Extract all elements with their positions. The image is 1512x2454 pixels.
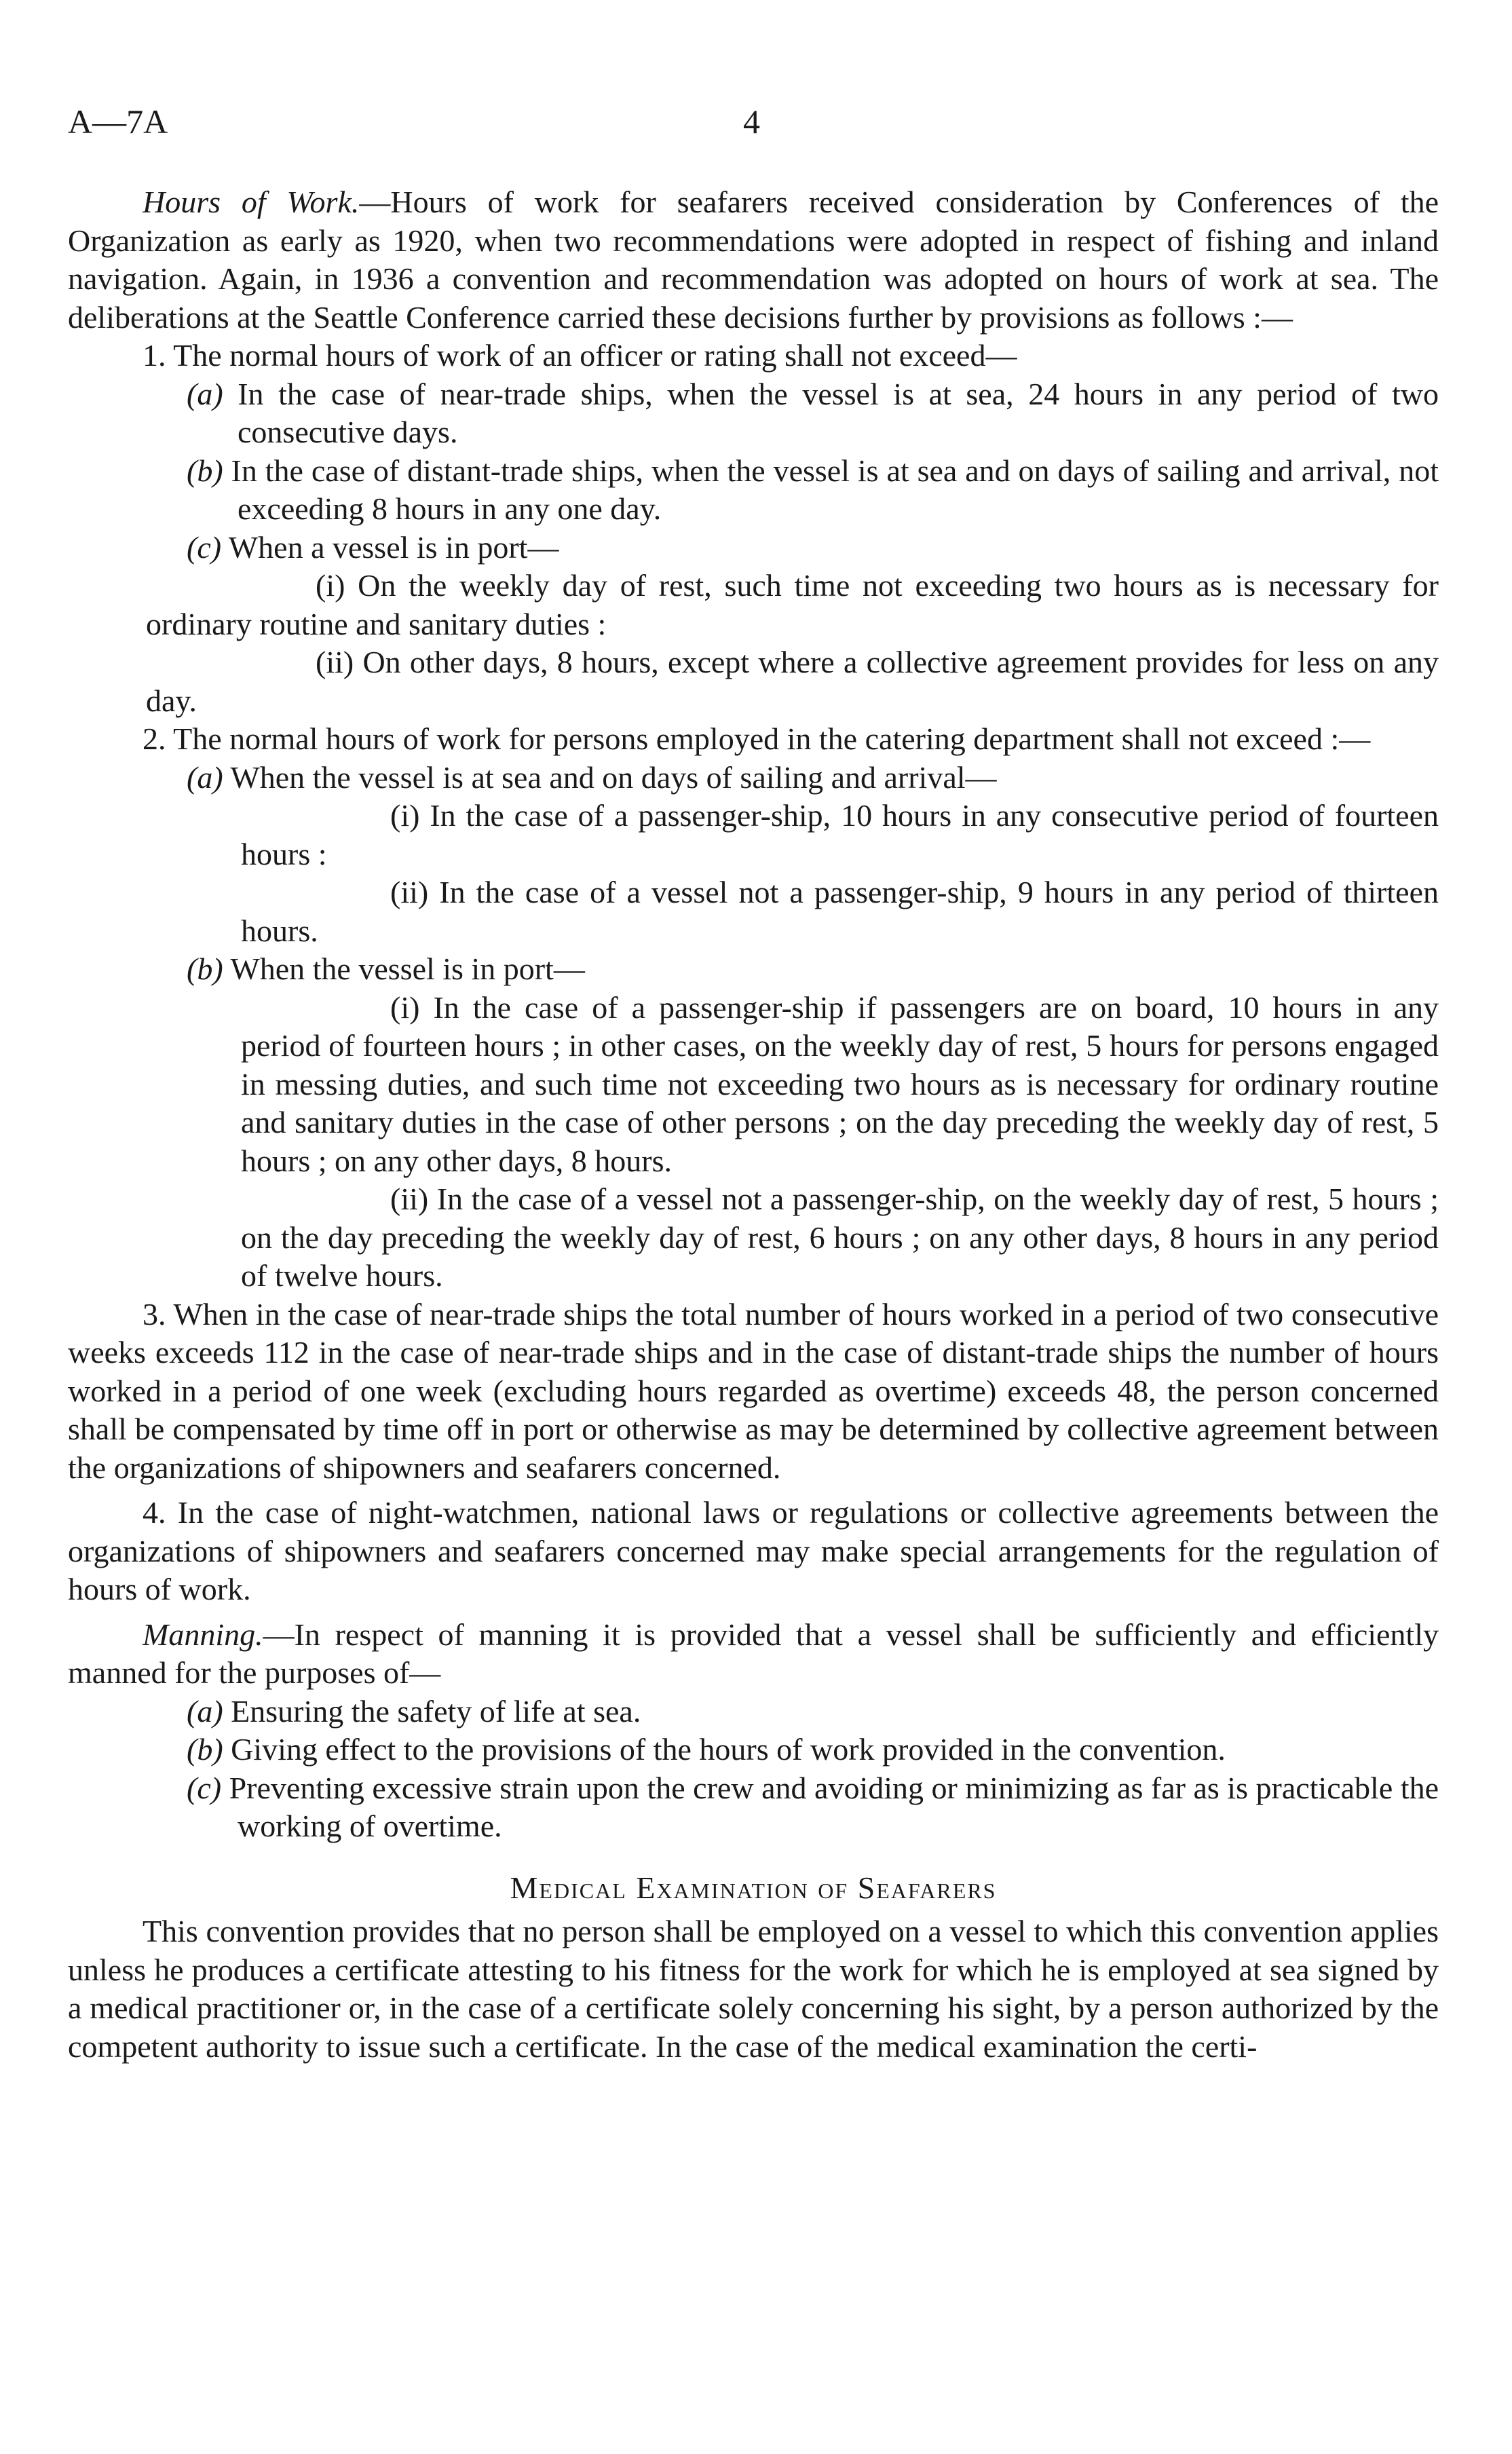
clause-1c-i: (i) On the weekly day of rest, such time not exceeding two hours as is necessary for ordinary routine and sanitary duties :: [146, 568, 1439, 641]
document-code: A—7A: [68, 102, 168, 140]
clause-2: 2. The normal hours of work for persons employed in the catering department shall not exceed :—: [143, 721, 1371, 756]
clause-1a-label: (a): [187, 376, 223, 411]
manning-a-text: Ensuring the safety of life at sea.: [231, 1693, 641, 1729]
clause-1a: [68, 375, 1439, 452]
clause-2a: [68, 759, 1439, 797]
manning-a-label: (a): [187, 1693, 223, 1729]
clause-1b: [68, 452, 1439, 529]
manning-b-label: (b): [187, 1732, 223, 1767]
manning-c-text: Preventing excessive strain upon the crew and avoiding or minimizing as far as is practicable the working of overtime.: [229, 1770, 1439, 1843]
clause-1c-text: When a vessel is in port—: [228, 529, 559, 565]
clause-2b: [68, 950, 1439, 989]
hours-of-work-intro-text: —Hours of work for seafarers received consideration by Conferences of the Organization as early as 1920, when two recommendations were adopted in respect of fishing and inland navigation. Again, in 1936 a convention and recommendation was adopted on hours of work at sea. The deliberations at the Seattle Conference carried these decisions further by provisions as follows :—: [68, 185, 1439, 335]
clause-1: 1. The normal hours of work of an officer or rating shall not exceed—: [143, 338, 1017, 373]
hours-of-work-intro: [68, 183, 1439, 337]
clause-1a-text: In the case of near-trade ships, when the vessel is at sea, 24 hours in any period of two consecutive days.: [238, 376, 1439, 449]
manning-c: [68, 1769, 1439, 1846]
clause-1c: [68, 529, 1439, 567]
clause-2b-text: When the vessel is in port—: [230, 951, 585, 986]
clause-1c-ii: (ii) On other days, 8 hours, except where a collective agreement provides for less on any day.: [146, 645, 1439, 718]
manning-a: [68, 1693, 1439, 1731]
clause-2a-ii: (ii) In the case of a vessel not a passenger-ship, 9 hours in any period of thirteen hours.: [241, 875, 1439, 948]
manning-b: [68, 1731, 1439, 1769]
clause-2a-i: (i) In the case of a passenger-ship, 10 hours in any consecutive period of fourteen hours :: [241, 798, 1439, 871]
clause-2b-label: (b): [187, 951, 223, 986]
clause-2b-ii: (ii) In the case of a vessel not a passenger-ship, on the weekly day of rest, 5 hours ; on the day preceding the weekly day of rest, 6 hours ; on any other days, 8 hours in any period of twelve hours.: [241, 1182, 1439, 1293]
clause-1c-label: (c): [187, 529, 222, 565]
clause-2b-i: (i) In the case of a passenger-ship if passengers are on board, 10 hours in any period of fourteen hours ; in other cases, on the weekly day of rest, 5 hours for persons engaged in messing duties, and such time not exceeding two hours as is necessary for ordinary routine and sanitary duties in the case of other persons ; on the day preceding the weekly day of rest, 5 hours ; on any other days, 8 hours.: [241, 989, 1439, 1178]
section-heading-medical-examination: Medical Examination of Seafarers: [510, 1870, 997, 1905]
medical-paragraph: This convention provides that no person shall be employed on a vessel to which this convention applies unless he produces a certificate attesting to his fitness for the work for which he is employed at sea signed by a medical practitioner or, in the case of a certificate solely concerning his sight, by a person authorized by the competent authority to issue such a certificate. In the case of the medical examination the certi-: [68, 1914, 1439, 2064]
manning-intro: [68, 1616, 1439, 1693]
clause-1b-text: In the case of distant-trade ships, when the vessel is at sea and on days of sailing and arrival, not exceeding 8 hours in any one day.: [231, 453, 1439, 526]
clause-2a-text: When the vessel is at sea and on days of sailing and arrival—: [230, 759, 997, 795]
manning-intro-text: —In respect of manning it is provided that a vessel shall be sufficiently and efficiently manned for the purposes of—: [68, 1617, 1439, 1690]
manning-b-text: Giving effect to the provisions of the hours of work provided in the convention.: [231, 1732, 1226, 1767]
manning-heading: Manning.: [143, 1617, 263, 1652]
clause-3: 3. When in the case of near-trade ships the total number of hours worked in a period of two consecutive weeks exceeds 112 in the case of near-trade ships and in the case of distant-trade ships the number of hours worked in a period of one week (excluding hours regarded as overtime) exceeds 48, the person concerned shall be compensated by time off in port or otherwise as may be determined by collective agreement between the organizations of shipowners and seafarers concerned.: [68, 1296, 1439, 1485]
page-number: 4: [743, 102, 760, 140]
clause-1b-label: (b): [187, 453, 223, 488]
clause-2a-label: (a): [187, 759, 223, 795]
clause-4: 4. In the case of night-watchmen, national laws or regulations or collective agreements between the organizations of shipowners and seafarers concerned may make special arrangements for the regulation of hours of work.: [68, 1495, 1439, 1606]
hours-of-work-heading: Hours of Work.: [143, 185, 360, 219]
page-body: [68, 183, 1439, 2066]
manning-c-label: (c): [187, 1770, 222, 1805]
